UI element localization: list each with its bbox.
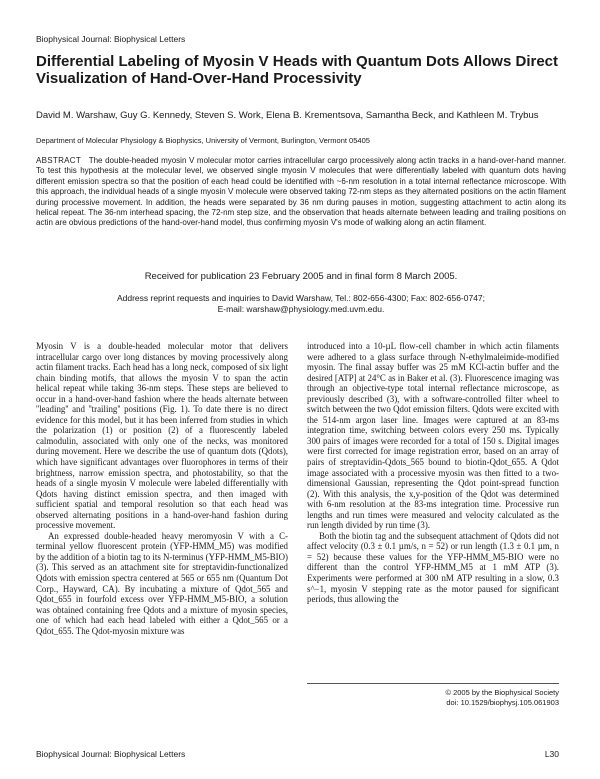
body-paragraph: Myosin V is a double-headed molecular motor that delivers intracellular cargo over long distances by moving processively along actin filament tracks. Each head has a long neck, composed of six light chain binding motifs, that allows the myosin V to span the actin helical repeat while taking 36-nm steps. These steps are believed to occur in a hand-over-hand fashion where the heads alternate between ''leading'' and ''trailing'' positions (Fig. 1). To date there is no direct evidence for this model, but it has been inferred from studies in which the polarization (1) or position (2) of a fluorescently labeled calmodulin, associated with only one of the necks, was monitored during movement. Here we describe the use of quantum dots (Qdots), which have significant advantages over fluorophores in terms of their brightness, narrow emission spectra, and photostability, so that the heads of a single myosin V molecule were labeled differentially with Qdots having distinct emission spectra, and then imaged with sufficient spatial and temporal resolution so that each head was observed alternating positions in a hand-over-hand fashion during processive movement. (36, 341, 288, 531)
body-paragraph: An expressed double-headed heavy meromyosin V with a C-terminal yellow fluorescent protein (YFP-HMM_M5) was modified by the addition of a biotin tag to its N-terminus (YFP-HMM_M5-BIO) (3). This served as an attachment site for streptavidin-functionalized Qdots with emission spectra centered at 565 or 655 nm (Quantum Dot Corp., Hayward, CA). By incubating a mixture of Qdot_565 and Qdot_655 in fourfold excess over YFP-HMM_M5-BIO, a solution was obtained containing free Qdots and a mixture of myosin species, one of which had each head labeled with either a Qdot_565 or a Qdot_655. The Qdot-myosin mixture was (36, 530, 288, 636)
body-paragraph: Both the biotin tag and the subsequent attachment of Qdots did not affect velocity (0.3 ± 0.1 µm/s, n = 52) or run length (1.3 ± 0.1 µm, n = 52) because these values for the YFP-HMM_M5-BIO were no different than the control YFP-HMM_M5 at 1 mM ATP (3). Experiments were performed at 300 nM ATP resulting in a slow, 0.3 s^−1, myosin V stepping rate as the motor paused for significant periods, thus allowing the (307, 530, 559, 605)
address-line-2: E-mail: warshaw@physiology.med.uvm.edu. (217, 304, 385, 314)
footer-journal-name: Biophysical Journal: Biophysical Letters (36, 749, 186, 759)
running-head: Biophysical Journal: Biophysical Letters (36, 34, 186, 44)
author-list: David M. Warshaw, Guy G. Kennedy, Steven S. Work, Elena B. Krementsova, Samantha Beck, and Kathleen M. Trybus (36, 110, 539, 121)
body-paragraph: introduced into a 10-µL flow-cell chamber in which actin filaments were adhered to a glass surface through N-ethylmaleimide-modified myosin. The final assay buffer was 25 mM KCl-actin buffer and the desired [ATP] at 24°C as in Baker et al. (3). Fluorescence imaging was through an objective-type total internal reflectance microscope, as previously described (3), with a software-controlled filter wheel to switch between the two Qdot emission filters. Qdots were excited with the 514-nm argon laser line. Images were captured at an 83-ms integration time, switching between colors every 250 ms. Typically 300 pairs of images were recorded for a total of 150 s. Digital images were first corrected for image registration error, based on an array of pairs of streptavidin-Qdots_565 bound to biotin-Qdot_655. A Qdot image associated with a processive myosin was then fitted to a two-dimensional Gaussian, representing the Qdot point-spread function (2). With this analysis, the x,y-position of the Qdot was determined with 6-nm resolution at the 83-ms integration time. Processive run lengths and run times were measured and velocity calculated as the run length divided by run time (3). (307, 341, 559, 531)
body-column-right (307, 341, 559, 605)
address-line-1: Address reprint requests and inquiries to David Warshaw, Tel.: 802-656-4300; Fax: 802-656-0747; (116, 293, 486, 303)
affiliation: Department of Molecular Physiology & Biophysics, University of Vermont, Burlington, Vermont 05405 (36, 136, 370, 145)
abstract (36, 156, 566, 229)
copyright-block (307, 688, 559, 707)
article-title: Differential Labeling of Myosin V Heads with Quantum Dots Allows Direct Visualization of Hand-Over-Hand Processivity (36, 53, 559, 87)
received-date: Received for publication 23 February 2005 and in final form 8 March 2005. (144, 271, 458, 282)
body-column-left (36, 341, 288, 636)
doi-line: doi: 10.1529/biophysj.105.061903 (446, 697, 559, 707)
copyright-line: © 2005 by the Biophysical Society (445, 688, 559, 697)
abstract-label: ABSTRACT (36, 156, 82, 165)
page-number: L30 (544, 749, 559, 759)
abstract-text: The double-headed myosin V molecular motor carries intracellular cargo processively along actin tracks in a hand-over-hand manner. To test this hypothesis at the molecular level, we observed single myosin V molecules that were differentially labeled with quantum dots having different emission spectra so that the position of each head could be identified with ~6-nm resolution in a total internal reflectance microscope. With this approach, the individual heads of a single myosin V molecule were observed taking 72-nm steps as they alternated positions on the actin filament during processive movement. In addition, the heads were separated by 36 nm during pauses in motion, suggesting attachment to actin along its helical repeat. The 36-nm interhead spacing, the 72-nm step size, and the observation that heads alternate between leading and trailing positions on actin are obvious predictions of the hand-over-hand model, thus confirming myosin V's mode of walking along an actin filament. (36, 156, 566, 228)
copyright-divider (307, 683, 559, 684)
correspondence-address (36, 293, 566, 315)
